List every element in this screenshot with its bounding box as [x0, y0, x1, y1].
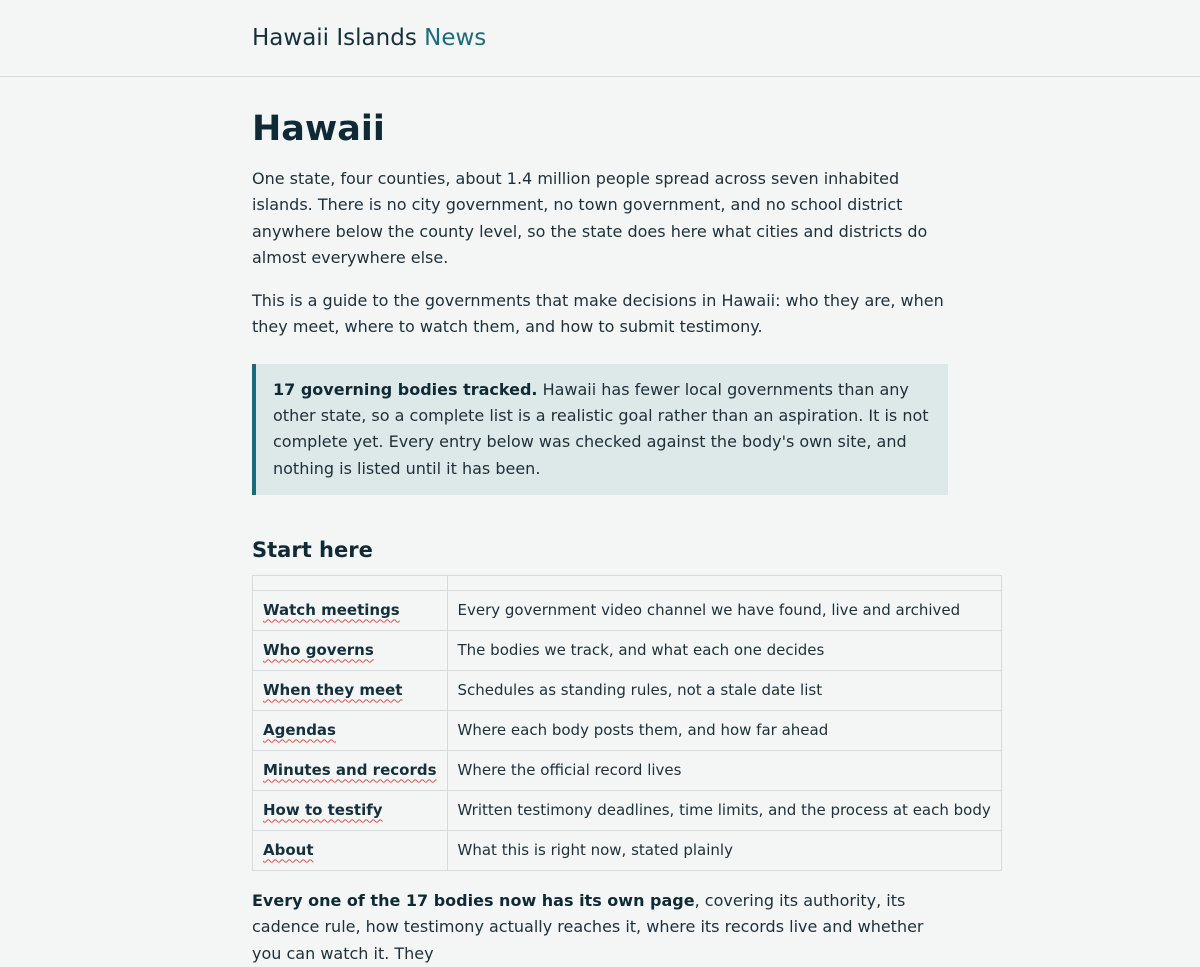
table-cell-label	[253, 790, 448, 830]
table-cell-label	[253, 590, 448, 630]
start-here-heading: Start here	[252, 537, 373, 562]
table-cell-label	[253, 710, 448, 750]
table-cell-description: Where the official record lives	[447, 750, 1001, 790]
about-link[interactable]: About	[263, 841, 314, 860]
table-cell-description: The bodies we track, and what each one decides	[447, 630, 1001, 670]
table-row	[253, 670, 1002, 710]
table-cell-description: What this is right now, stated plainly	[447, 830, 1001, 870]
table-cell-description: Written testimony deadlines, time limits, and the process at each body	[447, 790, 1001, 830]
site-brand-link[interactable]	[252, 22, 486, 54]
intro-paragraph-1: One state, four counties, about 1.4 million people spread across seven inhabited islands. There is no city government, no town government, and no school district anywhere below the county level, so the state does here what cities and districts do almost everywhere else.	[252, 169, 928, 267]
table-header-cell	[447, 575, 1001, 590]
table-row	[253, 590, 1002, 630]
table-cell-description: Where each body posts them, and how far ahead	[447, 710, 1001, 750]
start-here-table	[252, 575, 1002, 871]
table-row	[253, 750, 1002, 790]
table-cell-label	[253, 630, 448, 670]
table-cell-description: Schedules as standing rules, not a stale date list	[447, 670, 1001, 710]
table-header-row	[253, 575, 1002, 590]
table-cell-description: Every government video channel we have found, live and archived	[447, 590, 1001, 630]
how-to-testify-link[interactable]: How to testify	[263, 801, 383, 820]
table-row	[253, 830, 1002, 870]
who-governs-link[interactable]: Who governs	[263, 641, 374, 660]
site-header	[0, 0, 1200, 77]
tracked-bodies-callout	[252, 364, 948, 495]
main-content	[252, 77, 991, 967]
brand-name: Hawaii Islands	[252, 25, 417, 51]
closing-text: , covering its authority, its cadence rule, how testimony actually reaches it, where its records live and whether you can watch it. They	[252, 890, 924, 963]
intro-paragraph-2: This is a guide to the governments that make decisions in Hawaii: who they are, when they meet, where to watch them, and how to submit testimony.	[252, 291, 944, 337]
table-cell-label	[253, 830, 448, 870]
table-row	[253, 710, 1002, 750]
table-header-cell	[253, 575, 448, 590]
table-row	[253, 630, 1002, 670]
watch-meetings-link[interactable]: Watch meetings	[263, 601, 400, 620]
callout-text: Hawaii has fewer local governments than any other state, so a complete list is a realistic goal rather than an aspiration. It is not complete yet. Every entry below was checked against the body's own site, and nothing is listed until it has been.	[273, 379, 929, 478]
table-row	[253, 790, 1002, 830]
brand-accent: News	[424, 25, 487, 51]
when-they-meet-link[interactable]: When they meet	[263, 681, 403, 700]
table-cell-label	[253, 670, 448, 710]
agendas-link[interactable]: Agendas	[263, 721, 336, 740]
page-title: Hawaii	[252, 109, 385, 149]
minutes-and-records-link[interactable]: Minutes and records	[263, 761, 437, 780]
closing-bold: Every one of the 17 bodies now has its own page	[252, 890, 695, 910]
table-cell-label	[253, 750, 448, 790]
callout-bold: 17 governing bodies tracked.	[273, 379, 538, 399]
